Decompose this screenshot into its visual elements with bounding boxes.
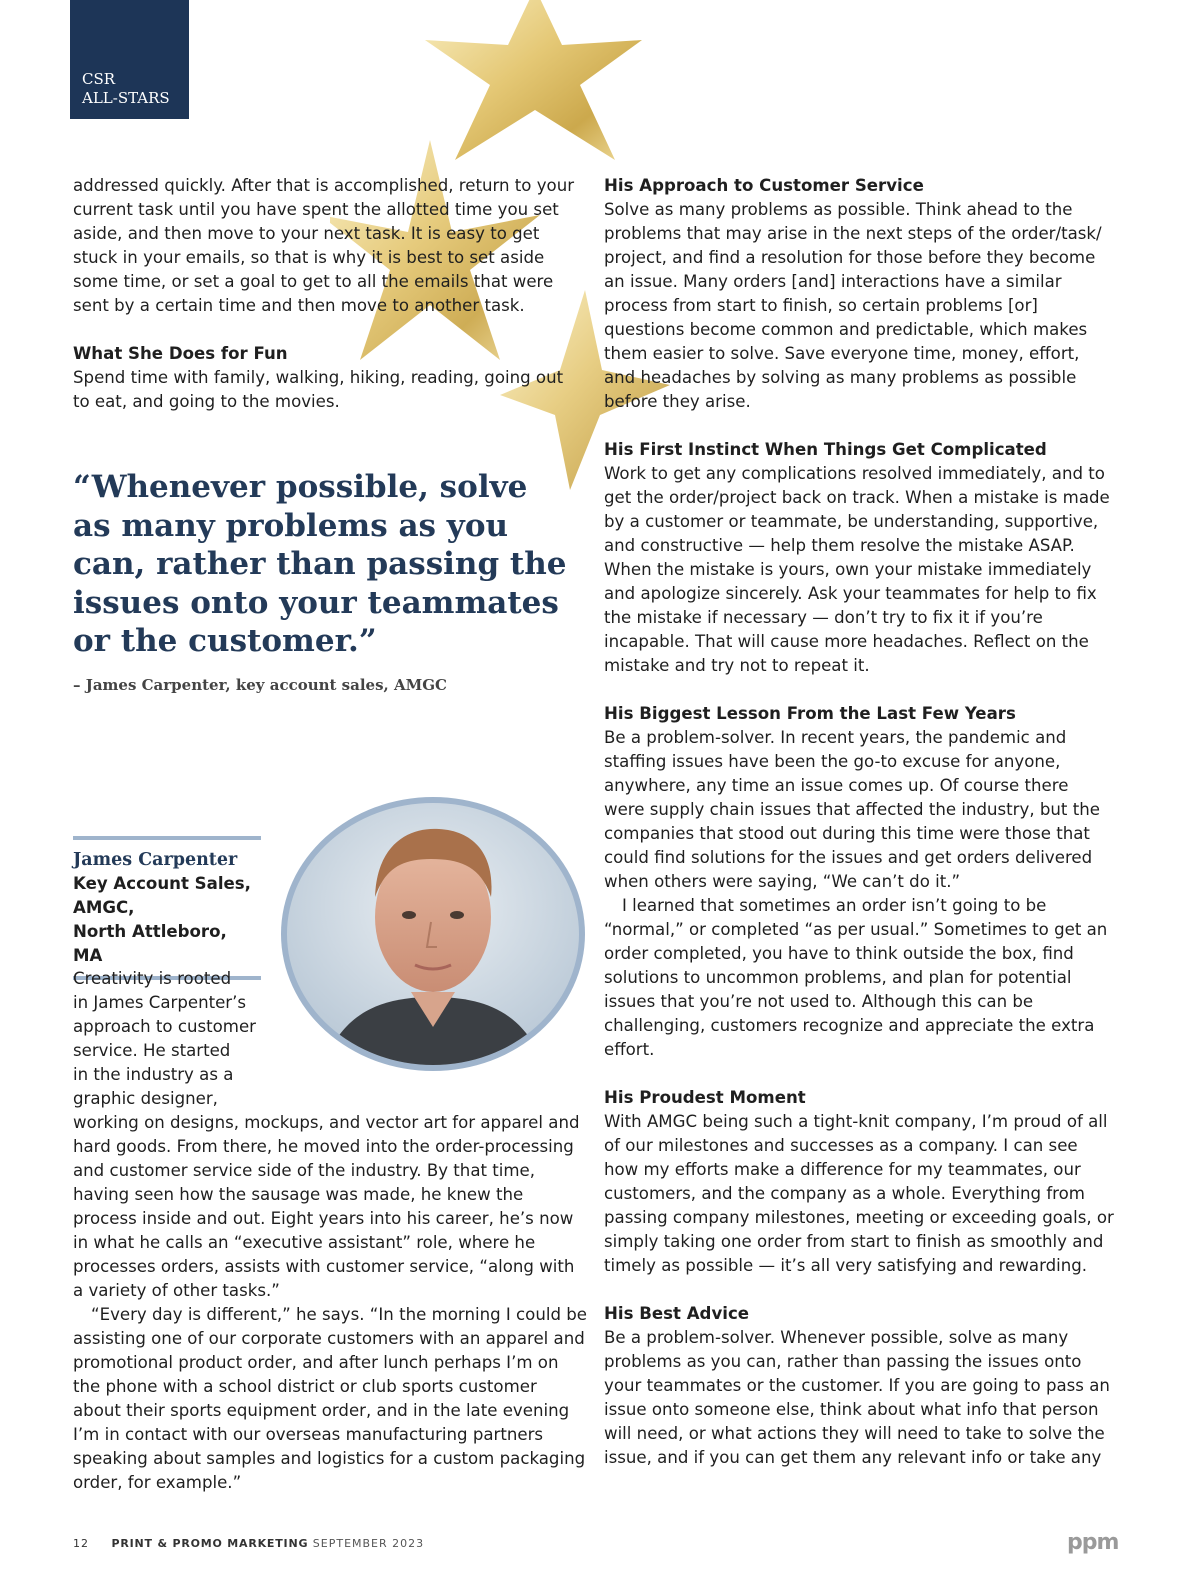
profile-title-line2: AMGC, xyxy=(73,898,135,917)
approach-text: Solve as many problems as possible. Think ahead to the problems that may arise in the next steps of the order/task/ project, and find a resolution for those before they become an issue. Many orders [and] interactions have a similar process from start to finish, so certain problems [or] questions become common and predictable, which makes them easier to solve. Save everyone time, money, effort, and headaches by solving as many problems as possible before they arise. xyxy=(604,200,1102,411)
proud-text: With AMGC being such a tight-knit company, I’m proud of all of our milestones and successes as a company. I can see how my efforts make a difference for my teammates, our customers, and the company as a whole. Everything from passing company milestones, meeting or exceeding goals, or simply taking one order from start to finish as smoothly and timely as possible — it’s all very satisfying and rewarding. xyxy=(604,1112,1114,1275)
bio-line: in the industry as a xyxy=(73,1065,234,1084)
section-tag-line1: CSR xyxy=(82,70,116,88)
intro-paragraph: addressed quickly. After that is accomplished, return to your current task until you have spent the allotted time you set aside, and then move to your next task. It is easy to get stuck in your emails, so that is why it is best to set aside some time, or set a goal to get to all the emails that were sent by a certain time and then move to another task. xyxy=(73,176,575,315)
page-number: 12 xyxy=(73,1537,89,1550)
instinct-heading: His First Instinct When Things Get Complicated xyxy=(604,440,1047,459)
profile-title xyxy=(73,872,261,968)
bio-line: service. He started xyxy=(73,1041,231,1060)
lesson-text-2: I learned that sometimes an order isn’t going to be “normal,” or completed “as per usual.” Sometimes to get an order completed, you have to think outside the box, find solutions to uncommon problems, and plan for potential issues that you’re not used to. Although this can be challenging, customers recognize and appreciate the extra effort. xyxy=(604,896,1108,1059)
approach-heading: His Approach to Customer Service xyxy=(604,176,924,195)
profile-box xyxy=(73,836,261,980)
bio-line: graphic designer, xyxy=(73,1089,218,1108)
right-column xyxy=(604,174,1114,1470)
fun-text: Spend time with family, walking, hiking, reading, going out to eat, and going to the movies. xyxy=(73,368,564,411)
portrait-photo xyxy=(281,797,586,1071)
fun-heading: What She Does for Fun xyxy=(73,344,288,363)
bio-narrow-column xyxy=(73,967,273,1111)
bio-paragraph-1-rest: working on designs, mockups, and vector art for apparel and hard goods. From there, he moved into the order-processing and customer service side of the industry. By that time, having seen how the sausage was made, he knew the process inside and out. Eight years into his career, he’s now in what he calls an “executive assistant” role, where he processes orders, assists with customer service, “along with a variety of other tasks.” xyxy=(73,1113,580,1300)
bio-line: Creativity is rooted xyxy=(73,969,232,988)
lesson-text-1: Be a problem-solver. In recent years, the pandemic and staffing issues have been the go-to excuse for anyone, anywhere, any time an issue comes up. Of course there were supply chain issues that affected the industry, but the companies that stood out during this time were those that could find solutions for the issues and get orders delivered when others were saying, “We can’t do it.” xyxy=(604,728,1100,891)
bio-wide-column xyxy=(73,1111,588,1495)
advice-text: Be a problem-solver. Whenever possible, solve as many problems as you can, rather than passing the issues onto your teammates or the customer. If you are going to pass an issue onto someone else, think about what info that person will need, or what actions they will need to take to solve the issue, and if you can get them any relevant info or take any xyxy=(604,1328,1110,1467)
issue-date: SEPTEMBER 2023 xyxy=(312,1537,425,1550)
star-top xyxy=(425,0,642,160)
profile-rule-top xyxy=(73,836,261,840)
pull-quote: “Whenever possible, solve as many problems as you can, rather than passing the issues onto your teammates or the customer.” xyxy=(73,469,567,659)
bio-paragraph-2: “Every day is different,” he says. “In the morning I could be assisting one of our corporate customers with an apparel and promotional product order, and after lunch perhaps I’m on the phone with a school district or club sports customer about their sports equipment order, and in the late evening I’m in contact with our overseas manufacturing partners speaking about samples and logistics for a custom packaging order, for example.” xyxy=(73,1305,588,1492)
ppm-logo: ppm xyxy=(1067,1530,1119,1555)
profile-name: James Carpenter xyxy=(73,850,238,870)
section-tag-line2: ALL-STARS xyxy=(82,89,170,107)
lesson-heading: His Biggest Lesson From the Last Few Years xyxy=(604,704,1016,723)
bio-line: approach to customer xyxy=(73,1017,257,1036)
left-column-intro xyxy=(73,174,583,414)
publication-name: PRINT & PROMO MARKETING xyxy=(111,1537,309,1550)
pull-quote-attribution: – James Carpenter, key account sales, AMGC xyxy=(73,676,447,694)
advice-heading: His Best Advice xyxy=(604,1304,750,1323)
instinct-text: Work to get any complications resolved immediately, and to get the order/project back on track. When a mistake is made by a customer or teammate, be understanding, supportive, and constructive — help them resolve the mistake ASAP. When the mistake is yours, own your mistake immediately and apologize sincerely. Ask your teammates for help to fix the mistake if necessary — don’t try to fix it if you’re incapable. That will cause more headaches. Reflect on the mistake and try not to repeat it. xyxy=(604,464,1110,675)
proud-heading: His Proudest Moment xyxy=(604,1088,806,1107)
page-footer xyxy=(73,1537,424,1550)
bio-line: in James Carpenter’s xyxy=(73,993,247,1012)
profile-title-line1: Key Account Sales, xyxy=(73,874,251,893)
profile-title-line3: North Attleboro, MA xyxy=(73,922,227,965)
section-tag xyxy=(70,0,189,119)
